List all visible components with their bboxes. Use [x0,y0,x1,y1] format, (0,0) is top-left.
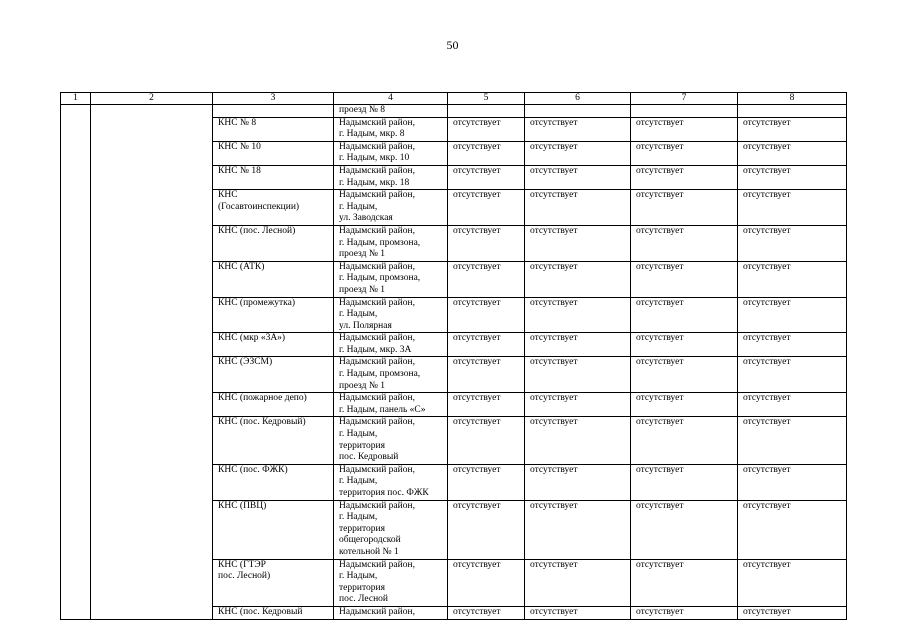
table-cell-c7: отсутствует [631,297,738,333]
table-cell-c4: Надымский район, г. Надым, ул. Полярная [334,297,448,333]
table-cell-c5: отсутствует [448,417,525,464]
table-cell-c1 [61,165,91,189]
column-header: 6 [525,93,631,105]
table-cell-c6: отсутствует [525,357,631,393]
table-cell-c1 [61,357,91,393]
table-cell-c1 [61,500,91,559]
table-cell-c3: КНС (пос. ФЖК) [213,464,334,500]
table-row [61,261,847,297]
table-row [61,117,847,141]
table-cell-c5: отсутствует [448,141,525,165]
table-cell-c8: отсутствует [738,417,847,464]
table-cell-c3: КНС № 18 [213,165,334,189]
table-cell-c8: отсутствует [738,117,847,141]
table-row [61,165,847,189]
table-cell-c1 [61,225,91,261]
table-cell-c7: отсутствует [631,261,738,297]
table-cell-c7: отсутствует [631,117,738,141]
table-cell-c8: отсутствует [738,606,847,619]
table-cell-c1 [61,190,91,226]
column-header: 2 [91,93,213,105]
table-cell-c7: отсутствует [631,225,738,261]
table-cell-c3: КНС № 10 [213,141,334,165]
table-cell-c6: отсутствует [525,559,631,606]
table-row [61,333,847,357]
table-cell-c6 [525,105,631,118]
table-cell-c4: Надымский район, г. Надым, территория пос. ФЖК [334,464,448,500]
table-cell-c2 [91,464,213,500]
table-row [61,190,847,226]
table-cell-c4: Надымский район, г. Надым, промзона, проезд № 1 [334,261,448,297]
column-header: 3 [213,93,334,105]
table-row [61,417,847,464]
page-number: 50 [446,38,459,52]
table-cell-c3: КНС № 8 [213,117,334,141]
table-cell-c8: отсутствует [738,464,847,500]
table-cell-c4: Надымский район, г. Надым, ул. Заводская [334,190,448,226]
table-cell-c1 [61,333,91,357]
table-cell-c2 [91,559,213,606]
table-cell-c5: отсутствует [448,333,525,357]
table-cell-c4: проезд № 8 [334,105,448,118]
table-cell-c3: КНС (пожарное депо) [213,393,334,417]
table-cell-c7 [631,105,738,118]
table-cell-c2 [91,190,213,226]
table-cell-c2 [91,297,213,333]
table-cell-c4: Надымский район, г. Надым, территория пос. Кедровый [334,417,448,464]
table-cell-c2 [91,105,213,118]
table-cell-c2 [91,357,213,393]
table-cell-c6: отсутствует [525,606,631,619]
table-cell-c5: отсутствует [448,190,525,226]
table-cell-c7: отсутствует [631,165,738,189]
table-row [61,559,847,606]
table-cell-c8: отсутствует [738,333,847,357]
table-cell-c6: отсутствует [525,165,631,189]
table-row [61,393,847,417]
table-cell-c7: отсутствует [631,190,738,226]
table-cell-c4: Надымский район, г. Надым, мкр. 18 [334,165,448,189]
table-cell-c2 [91,225,213,261]
table-cell-c8: отсутствует [738,357,847,393]
table-cell-c5: отсутствует [448,297,525,333]
table-cell-c7: отсутствует [631,417,738,464]
header-row [61,93,847,105]
table-cell-c1 [61,417,91,464]
table-cell-c4: Надымский район, г. Надым, территория общегородской котельной № 1 [334,500,448,559]
table-cell-c6: отсутствует [525,225,631,261]
table-row [61,606,847,619]
table-cell-c6: отсутствует [525,464,631,500]
table-cell-c1 [61,261,91,297]
table-row [61,357,847,393]
table-cell-c6: отсутствует [525,190,631,226]
table-cell-c4: Надымский район, г. Надым, мкр. 10 [334,141,448,165]
table-cell-c3: КНС (пос. Кедровый [213,606,334,619]
column-header: 1 [61,93,91,105]
table-row [61,500,847,559]
table-cell-c7: отсутствует [631,464,738,500]
table-cell-c2 [91,333,213,357]
table-cell-c7: отсутствует [631,559,738,606]
column-header: 8 [738,93,847,105]
table-row [61,141,847,165]
column-header: 4 [334,93,448,105]
table-cell-c2 [91,261,213,297]
table-cell-c8: отсутствует [738,297,847,333]
table-row [61,464,847,500]
table-cell-c8: отсутствует [738,559,847,606]
table-cell-c5: отсутствует [448,357,525,393]
table-cell-c1 [61,297,91,333]
table-cell-c3 [213,105,334,118]
table-cell-c3: КНС (ПВЦ) [213,500,334,559]
table-cell-c4: Надымский район, г. Надым, мкр. 3А [334,333,448,357]
table-cell-c5: отсутствует [448,225,525,261]
table-cell-c5: отсутствует [448,393,525,417]
table-cell-c5: отсутствует [448,500,525,559]
table-cell-c6: отсутствует [525,117,631,141]
table-cell-c5: отсутствует [448,606,525,619]
table-cell-c8: отсутствует [738,165,847,189]
table-cell-c6: отсутствует [525,393,631,417]
table-cell-c3: КНС (мкр «3А») [213,333,334,357]
table-cell-c8: отсутствует [738,225,847,261]
table-cell-c4: Надымский район, г. Надым, мкр. 8 [334,117,448,141]
table-cell-c2 [91,393,213,417]
table-cell-c3: КНС (ГТЭР пос. Лесной) [213,559,334,606]
table-cell-c7: отсутствует [631,393,738,417]
table-cell-c7: отсутствует [631,357,738,393]
table-cell-c1 [61,105,91,118]
table-cell-c3: КНС (АТК) [213,261,334,297]
table-cell-c6: отсутствует [525,333,631,357]
table-cell-c4: Надымский район, г. Надым, панель «С» [334,393,448,417]
table-cell-c7: отсутствует [631,333,738,357]
table-cell-c1 [61,606,91,619]
table-cell-c6: отсутствует [525,297,631,333]
table-cell-c1 [61,393,91,417]
table-cell-c1 [61,141,91,165]
table-cell-c2 [91,500,213,559]
table-cell-c2 [91,141,213,165]
table-cell-c8: отсутствует [738,500,847,559]
table-cell-c6: отсутствует [525,141,631,165]
table-row [61,225,847,261]
table-row [61,297,847,333]
table-cell-c3: КНС (промежутка) [213,297,334,333]
table-cell-c6: отсутствует [525,500,631,559]
table-cell-c5: отсутствует [448,559,525,606]
column-header: 5 [448,93,525,105]
table-cell-c4: Надымский район, г. Надым, промзона, проезд № 1 [334,357,448,393]
table-cell-c3: КНС (пос. Лесной) [213,225,334,261]
table-cell-c3: КНС (Госавтоинспекции) [213,190,334,226]
table-cell-c5: отсутствует [448,117,525,141]
table-cell-c1 [61,117,91,141]
table-cell-c1 [61,464,91,500]
table-cell-c7: отсутствует [631,606,738,619]
table-cell-c8: отсутствует [738,190,847,226]
table-cell-c8: отсутствует [738,141,847,165]
table-cell-c6: отсутствует [525,261,631,297]
table-cell-c2 [91,417,213,464]
table-cell-c5: отсутствует [448,261,525,297]
table-cell-c3: КНС (ЭЗСМ) [213,357,334,393]
table-cell-c7: отсутствует [631,141,738,165]
table-row [61,105,847,118]
table-cell-c5: отсутствует [448,165,525,189]
column-header: 7 [631,93,738,105]
table-cell-c2 [91,165,213,189]
table-cell-c8: отсутствует [738,261,847,297]
table-cell-c7: отсутствует [631,500,738,559]
table-cell-c2 [91,606,213,619]
table-cell-c4: Надымский район, г. Надым, территория пос. Лесной [334,559,448,606]
table-cell-c4: Надымский район, [334,606,448,619]
table-cell-c3: КНС (пос. Кедровый) [213,417,334,464]
table-cell-c1 [61,559,91,606]
table-cell-c5 [448,105,525,118]
table-cell-c6: отсутствует [525,417,631,464]
table-cell-c2 [91,117,213,141]
table-cell-c4: Надымский район, г. Надым, промзона, проезд № 1 [334,225,448,261]
register-table [60,92,847,620]
table-cell-c8: отсутствует [738,393,847,417]
table-cell-c5: отсутствует [448,464,525,500]
table-cell-c8 [738,105,847,118]
